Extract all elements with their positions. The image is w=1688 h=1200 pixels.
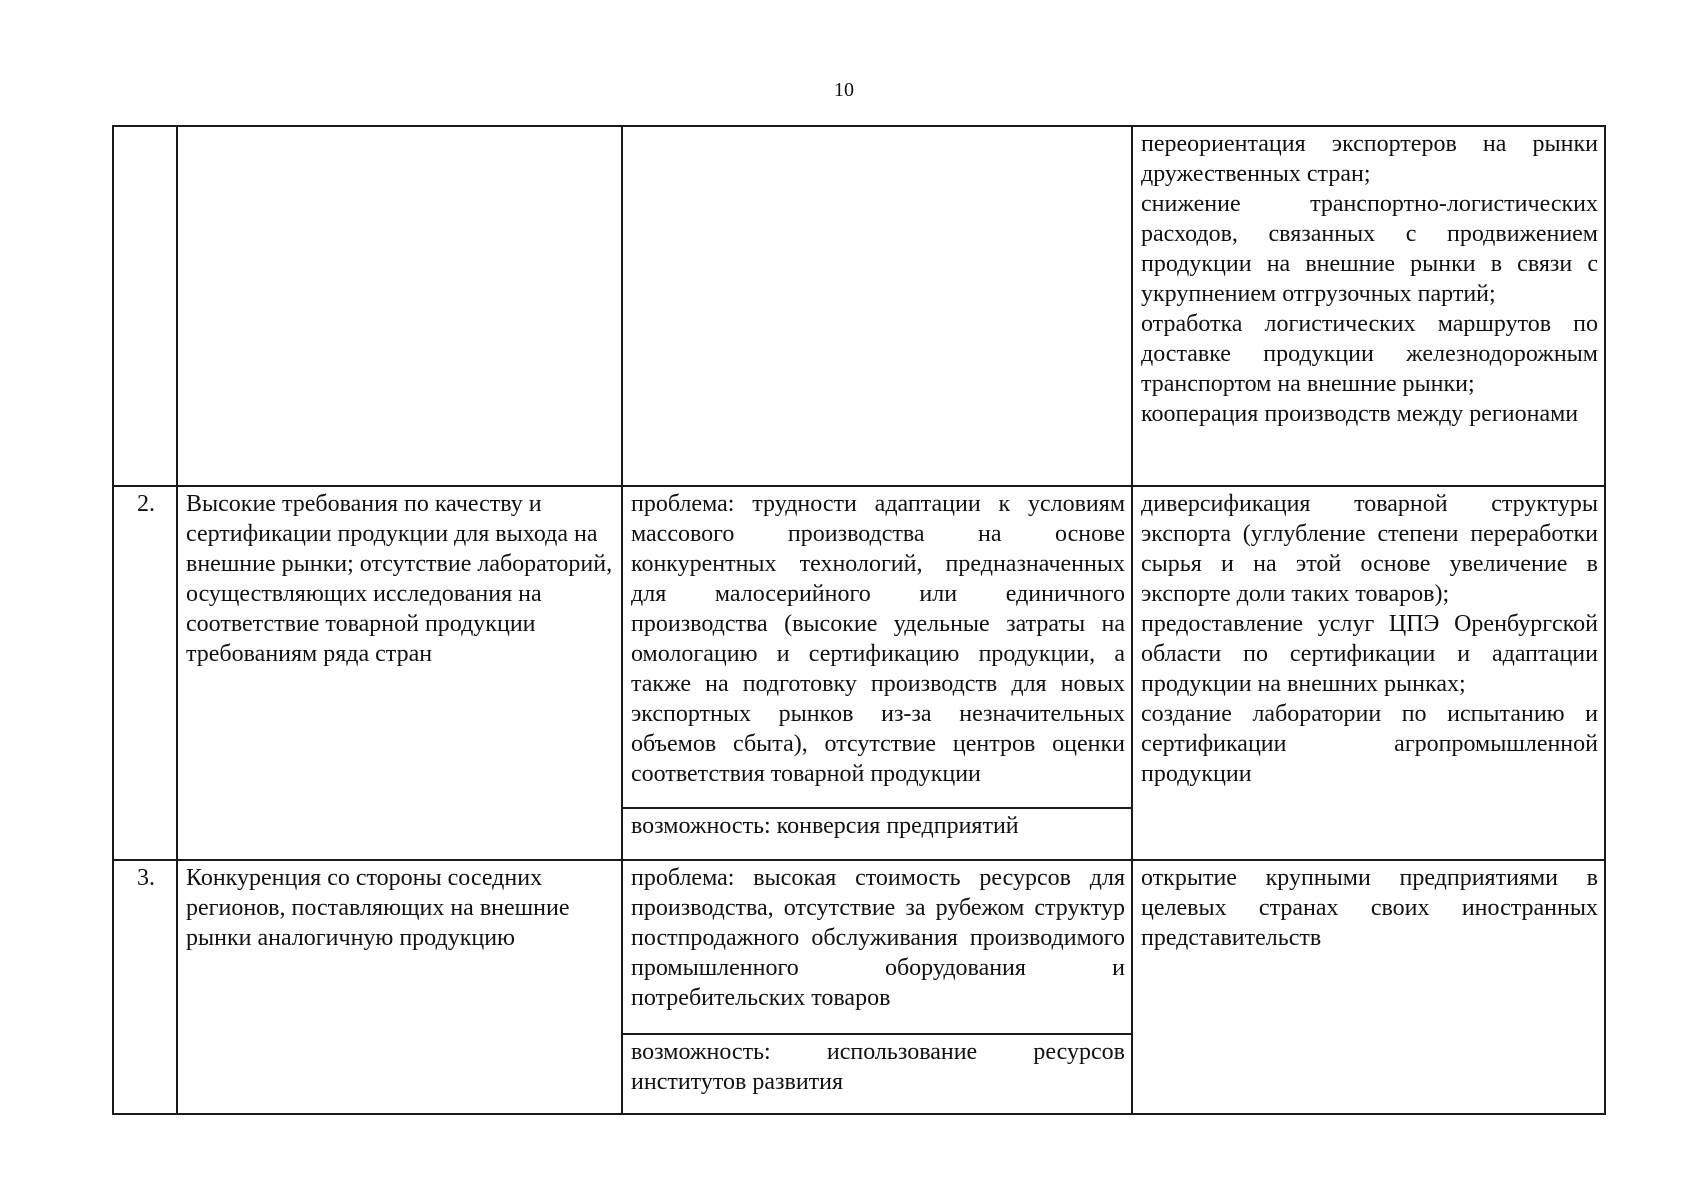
measures-cell [1132, 860, 1605, 1114]
problem-cell: проблема: трудности адаптации к условиям массового производства на основе конкурентных технологий, предназначенных для малосерийного или единичного производства (высокие удельные затраты на омологацию и сертификацию продукции, а также на подготовку производств для новых экспортных рынков из-за незначительных объемов сбыта), отсутствие центров оценки соответствия товарной продукции [622, 486, 1132, 808]
measure-item: создание лаборатории по испытанию и сертификации агропромышленной продукции [1141, 701, 1598, 787]
factor-cell [177, 126, 622, 486]
opportunity-cell: возможность: использование ресурсов институтов развития [622, 1034, 1132, 1114]
measure-item: переориентация экспортеров на рынки дружественных стран; [1141, 131, 1598, 187]
row-number-cell: 3. [113, 860, 177, 1114]
row-number-cell [113, 126, 177, 486]
problem-cell [622, 126, 1132, 486]
measure-item: кооперация производств между регионами [1141, 401, 1579, 427]
measure-item: отработка логистических маршрутов по доставке продукции железнодорожным транспортом на внешние рынки; [1141, 311, 1598, 397]
measures-cell [1132, 486, 1605, 860]
factor-cell: Высокие требования по качеству и сертификации продукции для выхода на внешние рынки; отсутствие лабораторий, осуществляющих исследования на соответствие товарной продукции требованиям ряда стран [177, 486, 622, 860]
factor-cell: Конкуренция со стороны соседних регионов, поставляющих на внешние рынки аналогичную продукцию [177, 860, 622, 1114]
measure-item: диверсификация товарной структуры экспорта (углубление степени переработки сырья и на этой основе увеличение в экспорте доли таких товаров); [1141, 491, 1598, 607]
table-row [113, 486, 1605, 808]
row-number-cell: 2. [113, 486, 177, 860]
measure-item: снижение транспортно-логистических расходов, связанных с продвижением продукции на внешние рынки в связи с укрупнением отгрузочных партий; [1141, 191, 1598, 307]
table-row [113, 126, 1605, 486]
measures-table [112, 125, 1606, 1115]
opportunity-cell: возможность: конверсия предприятий [622, 808, 1132, 860]
measure-item: предоставление услуг ЦПЭ Оренбургской области по сертификации и адаптации продукции на внешних рынках; [1141, 611, 1598, 697]
page-number: 10 [834, 79, 854, 101]
measures-cell [1132, 126, 1605, 486]
problem-cell: проблема: высокая стоимость ресурсов для производства, отсутствие за рубежом структур постпродажного обслуживания производимого промышленного оборудования и потребительских товаров [622, 860, 1132, 1034]
table-row [113, 860, 1605, 1034]
measure-item: открытие крупными предприятиями в целевых странах своих иностранных представительств [1141, 865, 1598, 951]
